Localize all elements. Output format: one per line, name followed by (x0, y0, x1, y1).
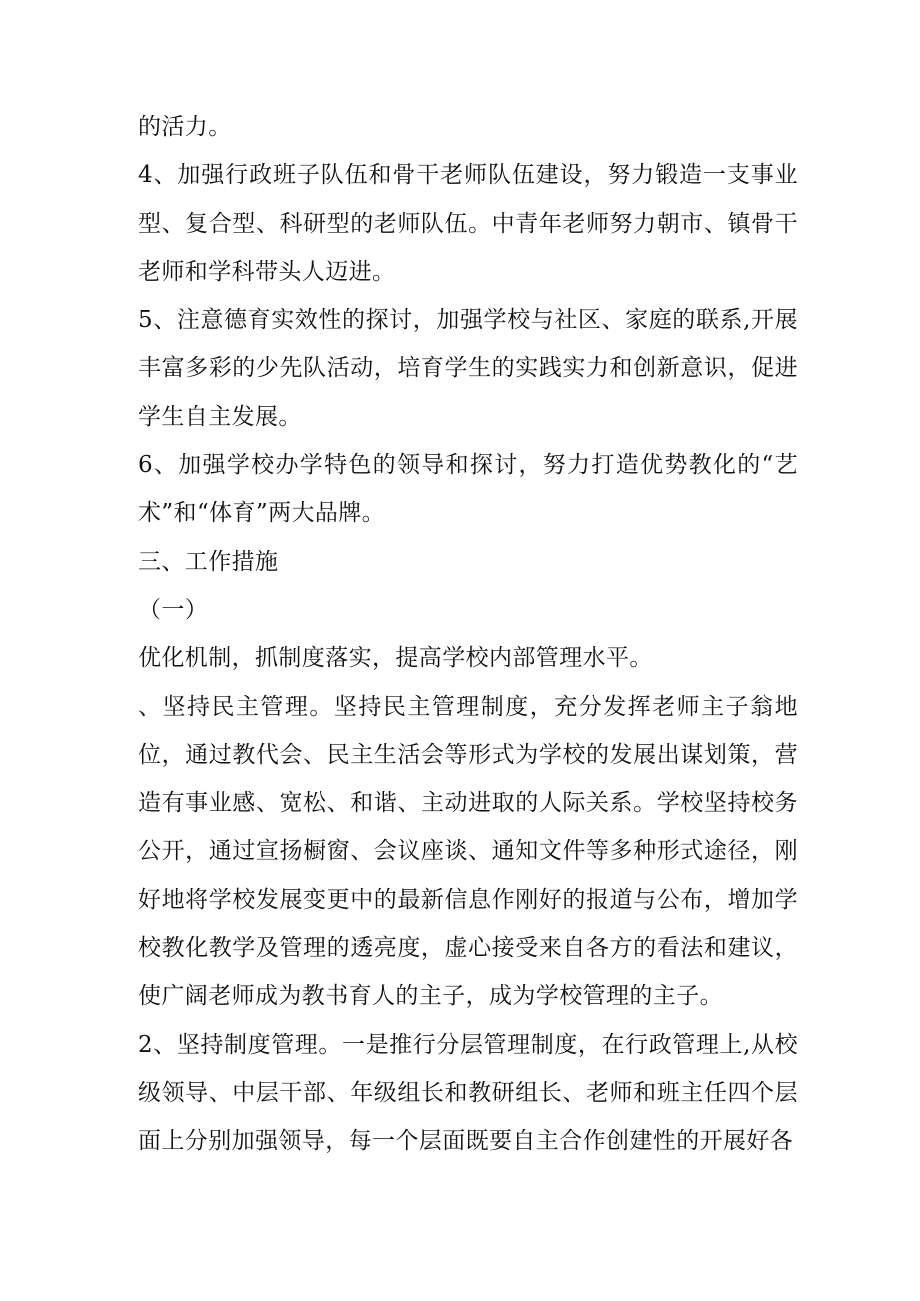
paragraph-continuation: 的活力。 (138, 114, 232, 140)
paragraph-item-4: 4、加强行政班子队伍和骨干老师队伍建设，努力锻造一支事业型、复合型、科研型的老师队伍。中青年老师努力朝市、镇骨干老师和学科带头人迈进。 (138, 162, 798, 285)
paragraph-institutional-management: 2、坚持制度管理。一是推行分层管理制度，在行政管理上,从校级领导、中层干部、年级组长和教研组长、老师和班主任四个层面上分别加强领导，每一个层面既要自主合作创建性的开展好各 (138, 1031, 798, 1155)
subsection-title: 优化机制，抓制度落实，提高学校内部管理水平。 (138, 645, 653, 672)
subsection-number: （一） (138, 596, 209, 623)
section-heading-work-measures: 三、工作措施 (138, 548, 279, 575)
paragraph-item-6: 6、加强学校办学特色的领导和探讨，努力打造优势教化的“艺术”和“体育”两大品牌。 (138, 452, 798, 527)
paragraph-item-5: 5、注意德育实效性的探讨，加强学校与社区、家庭的联系,开展丰富多彩的少先队活动，培育学生的实践实力和创新意识，促进学生自主发展。 (138, 307, 798, 430)
document-body (138, 103, 798, 1166)
paragraph-democratic-management: 、坚持民主管理。坚持民主管理制度，充分发挥老师主子翁地位，通过教代会、民主生活会等形式为学校的发展出谋划策，营造有事业感、宽松、和谐、主动进取的人际关系。学校坚持校务公开，通过宣扬橱窗、会议座谈、通知文件等多种形式途径，刚好地将学校发展变更中的最新信息作刚好的报道与公布，增加学校教化教学及管理的透亮度，虚心接受来自各方的看法和建议，使广阔老师成为教书育人的主子，成为学校管理的主子。 (138, 693, 798, 1010)
